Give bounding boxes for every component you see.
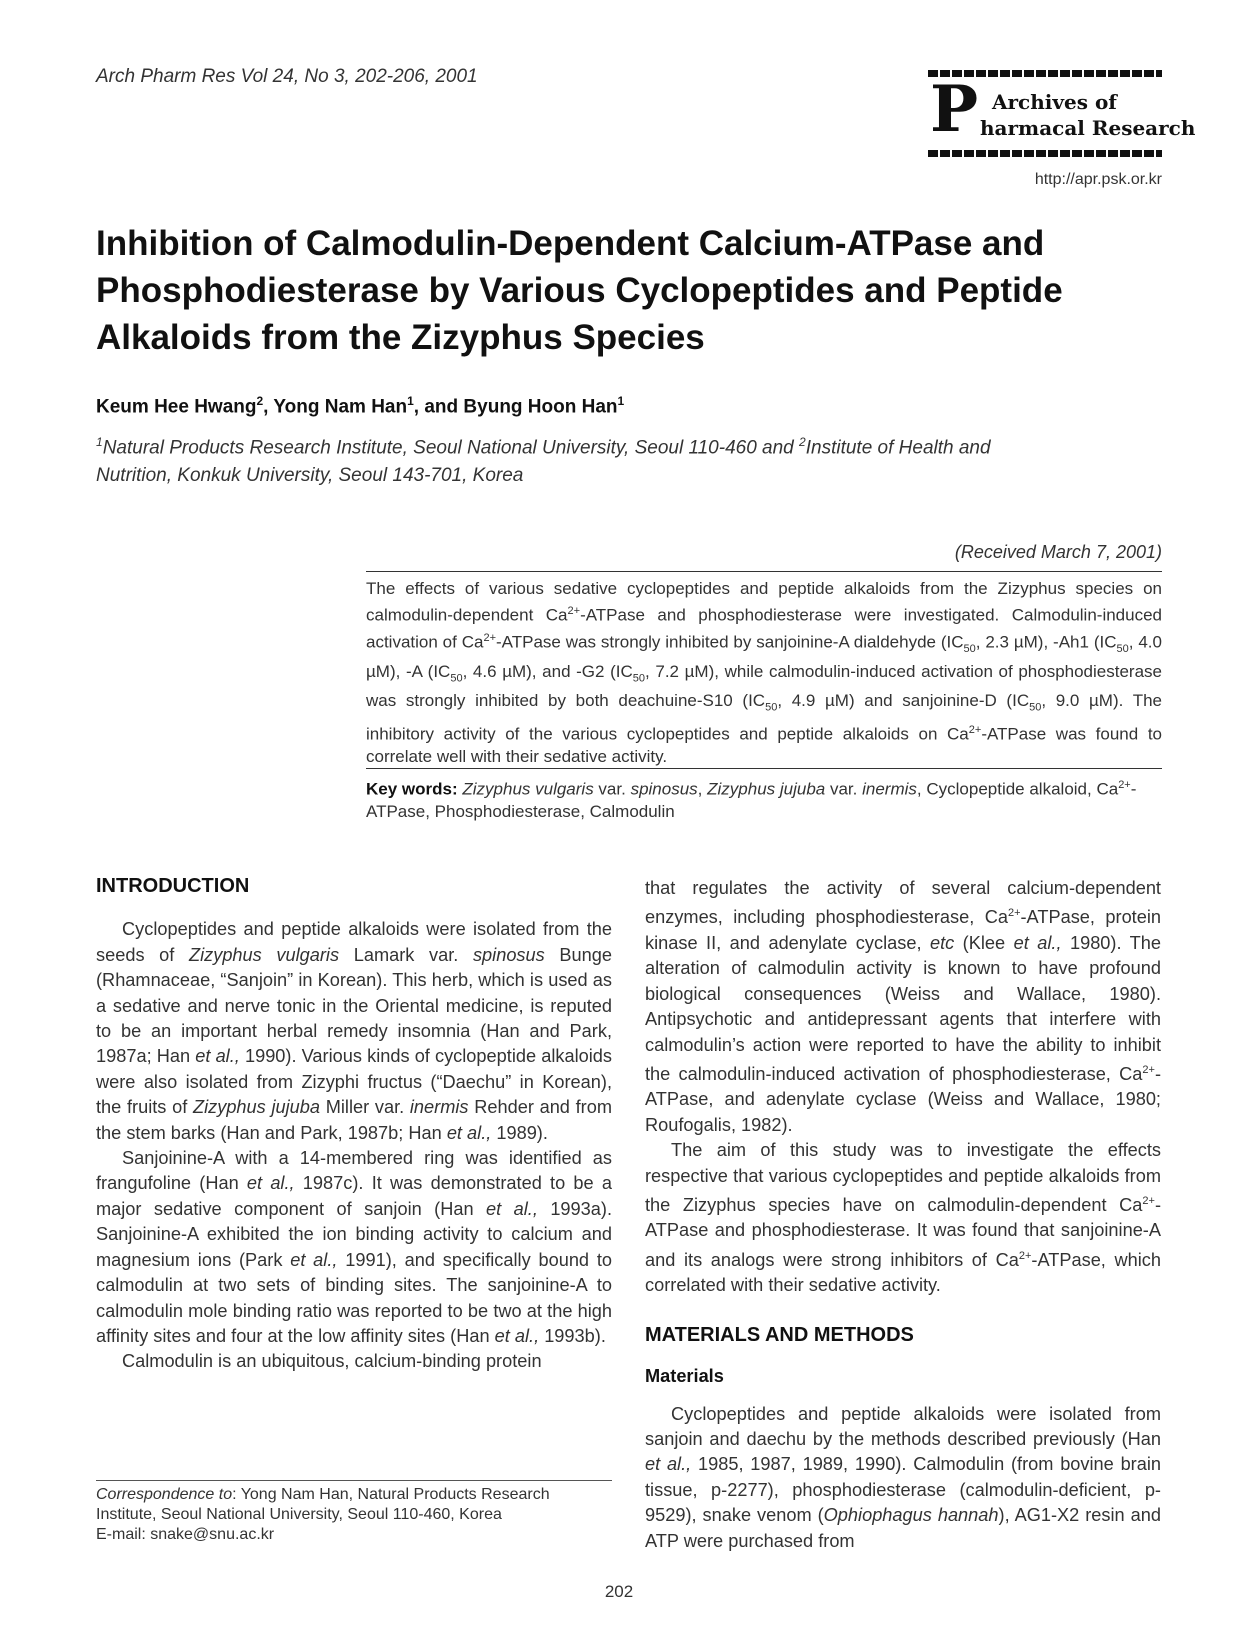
author-separator: , and — [413, 396, 464, 418]
paper-title: Inhibition of Calmodulin-Dependent Calcium-ATPase and Phosphodiesterase by Various Cyclopeptides and Peptide Alkaloids from the Zizyphus Species — [96, 224, 1063, 357]
journal-logo — [928, 70, 1196, 156]
subscript: 50 — [765, 701, 778, 714]
subsection-heading-materials: Materials — [645, 1366, 724, 1387]
materials-paragraph: Cyclopeptides and peptide alkaloids were isolated from sanjoin and daechu by the methods described previously (Han et al., 1985, 1987, 1989, 1990). Calmodulin (from bovine brain tissue, p-2277), phosphodiesterase (calmodulin-deficient, p-9529), snake venom (Ophiophagus hannah), AG1-X2 resin and ATP were purchased from — [645, 1403, 1162, 1551]
superscript: 2+ — [567, 605, 581, 618]
received-date: (Received March 7, 2001) — [954, 542, 1162, 562]
journal-reference: Arch Pharm Res Vol 24, No 3, 202-206, 2001 — [96, 66, 478, 87]
journal-url[interactable]: http://apr.psk.or.kr — [1034, 171, 1162, 188]
keywords — [366, 774, 1162, 823]
author-name: Yong Nam Han — [273, 396, 408, 418]
footnote-rule — [96, 1480, 612, 1481]
keyword-text: , — [697, 779, 708, 799]
abstract-text: The effects of various sedative cyclopeptides and peptide alkaloids from the Zizyphus species on calmodulin-dependent Ca — [366, 579, 1162, 626]
email-link[interactable]: snake@snu.ac.kr — [150, 1526, 275, 1543]
affiliation-text: Natural Products Research Institute, Seoul National University, Seoul 110-460 and — [102, 437, 800, 459]
section-heading-materials-and-methods: MATERIALS AND METHODS — [645, 1323, 914, 1346]
keyword: inermis — [862, 779, 917, 799]
footnote-text: : Yong Nam Han, Natural Products Research Institute, Seoul National University, Seoul 110-460, Korea — [96, 1486, 550, 1523]
abstract-text: -ATPase was found to correlate well with their sedative activity. — [366, 724, 1163, 766]
subscript: 50 — [632, 672, 646, 685]
keywords-label: Key words: — [366, 779, 458, 799]
abstract-text: -ATPase and phosphodiesterase were investigated. Calmodulin-induced activation of Ca — [366, 606, 1162, 653]
subscript: 50 — [1116, 643, 1129, 656]
logo-bottom-bar — [928, 150, 1162, 157]
abstract-text: , 4.0 µM), -A (IC — [366, 633, 1162, 681]
footnote-label: Correspondence to — [96, 1486, 233, 1503]
keyword: Zizyphus vulgaris — [462, 779, 594, 799]
abstract-text: -ATPase was strongly inhibited by sanjoinine-A dialdehyde (IC — [496, 633, 964, 653]
logo-line-2: harmacal Research — [980, 116, 1196, 140]
abstract-text: , 4.6 µM), and -G2 (IC — [462, 661, 633, 681]
superscript: 2+ — [483, 632, 497, 645]
right-column — [645, 876, 1161, 1554]
superscript: 2+ — [1118, 779, 1131, 791]
affiliation-text: Institute of Health and Nutrition, Konkuk University, Seoul 143-701, Korea — [96, 437, 991, 487]
abstract-text: , 7.2 µM), while calmodulin-induced activation of phosphodiesterase was strongly inhibited by both deachuine-S10 (IC — [366, 661, 1162, 710]
subscript: 50 — [1029, 701, 1042, 714]
intro-paragraph-2: Sanjoinine-A with a 14-membered ring was identified as frangufoline (Han et al., 1987c). It was demonstrated to be a major sedative component of sanjoin (Han et al., 1993a). Sanjoinine-A exhibited the ion binding activity to calcium and magnesium ions (Park et al., 1991), and specifically bound to calmodulin at two sets of binding sites. The sanjoinine-A to calmodulin mole binding ratio was reported to be two at the high affinity sites and four at the low affinity sites (Han et al., 1993b). — [96, 1148, 613, 1346]
keyword-text: var. — [593, 779, 631, 799]
intro-paragraph-5: The aim of this study was to investigate the effects respective that various cyclopeptides and peptide alkaloids from the Zizyphus species have on calmodulin-dependent $Ca^{2+}$-ATPase and phosphodiesterase. It was found that sanjoinine-A and its analogs were strong inhibitors of $Ca^{2+}$-ATPase, which correlated with their sedative activity. — [645, 1140, 1161, 1296]
section-heading-introduction: INTRODUCTION — [96, 875, 250, 897]
abstract — [366, 578, 1162, 768]
author-list — [96, 394, 624, 418]
logo-letter: P — [930, 72, 979, 147]
keyword: Zizyphus jujuba — [707, 779, 826, 799]
author-separator: , — [263, 396, 274, 418]
subscript: 50 — [963, 643, 976, 656]
author-name: Byung Hoon Han — [463, 396, 618, 418]
email-label: E-mail: — [96, 1526, 151, 1543]
affiliation-mark: 2 — [799, 435, 806, 449]
intro-paragraph-4: that regulates the activity of several calcium-dependent enzymes, including phosphodiesterase, $Ca^{2+}$-ATPase, protein kinase II, and adenylate cyclase, etc (Klee et al., 1980). The alteration of calmodulin activity is known to have profound biological consequences (Weiss and Wallace, 1980). Antipsychotic and antidepressant agents that interfere with calmodulin’s action were reported to have the ability to inhibit the calmodulin-induced activation of phosphodiesterase, $Ca^{2+}$-ATPase, and adenylate cyclase (Weiss and Wallace, 1980; Roufogalis, 1982). — [645, 878, 1162, 1135]
author-affiliation-mark: 2 — [256, 394, 264, 408]
intro-paragraph-1: Cyclopeptides and peptide alkaloids were isolated from the seeds of Zizyphus vulgaris Lamark var. spinosus Bunge (Rhamnaceae, “Sanjoin” in Korean). This herb, which is used as a sedative and nerve tonic in the Oriental medicine, is reputed to be an important herbal remedy insomnia (Han and Park, 1987a; Han et al., 1990). Various kinds of cyclopeptide alkaloids were also isolated from Zizyphi fructus (“Daechu” in Korean), the fruits of Zizyphus jujuba Miller var. inermis Rehder and from the stem barks (Han and Park, 1987b; Han et al., 1989). — [96, 919, 613, 1143]
abstract-text: , 2.3 µM), -Ah1 (IC — [975, 633, 1117, 653]
affiliation-mark: 1 — [96, 435, 103, 449]
intro-paragraph-3: Calmodulin is an ubiquitous, calcium-binding protein — [122, 1351, 542, 1372]
abstract-text: , 4.9 µM) and sanjoinine-D (IC — [777, 690, 1030, 710]
abstract-text: , 9.0 µM). The inhibitory activity of the various cyclopeptides and peptide alkaloids on Ca — [366, 690, 1162, 744]
abstract-top-rule — [366, 571, 1162, 572]
logo-line-1: Archives of — [992, 90, 1117, 114]
keyword-text: -ATPase, Phosphodiesterase, Calmodulin — [366, 779, 1137, 822]
affiliations — [96, 428, 1056, 490]
author-name: Keum Hee Hwang — [96, 396, 257, 418]
keyword-text: , Cyclopeptide alkaloid, Ca — [916, 779, 1119, 799]
author-affiliation-mark: 1 — [617, 394, 625, 408]
correspondence-footnote — [96, 1485, 612, 1545]
keyword-text: var. — [825, 779, 863, 799]
left-column — [96, 875, 613, 1375]
author-affiliation-mark: 1 — [407, 394, 414, 408]
superscript: 2+ — [968, 723, 982, 736]
keyword: spinosus — [630, 779, 698, 799]
keywords-top-rule — [366, 768, 1162, 769]
page-number: 202 — [604, 1582, 634, 1601]
subscript: 50 — [450, 672, 463, 685]
